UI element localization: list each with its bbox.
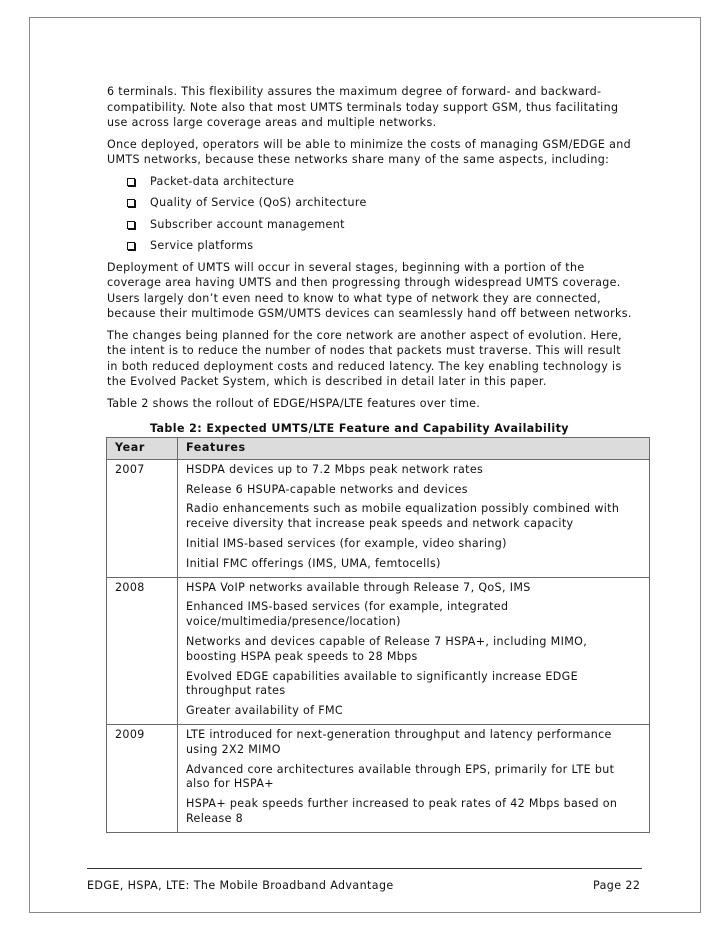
page-number: Page 22 xyxy=(593,879,641,892)
feature-item xyxy=(186,463,645,478)
text-line: Advanced core architectures available through EPS, primarily for LTE but xyxy=(186,762,615,776)
text-line: Release 8 xyxy=(186,811,244,825)
footer-title: EDGE, HSPA, LTE: The Mobile Broadband Advantage xyxy=(87,879,394,892)
text-line: Initial IMS-based services (for example, video sharing) xyxy=(186,536,507,550)
feature-item xyxy=(186,581,645,596)
text-line: Networks and devices capable of Release 7 HSPA+, including MIMO, xyxy=(186,634,588,648)
bullet-list xyxy=(107,174,652,254)
text-line: boosting HSPA peak speeds to 28 Mbps xyxy=(186,649,418,663)
feature-item xyxy=(186,483,645,498)
year-cell: 2009 xyxy=(107,724,178,832)
text-line: Release 6 HSUPA-capable networks and devices xyxy=(186,482,468,496)
text-line: receive diversity that increase peak speeds and network capacity xyxy=(186,517,574,531)
text-line: HSPA VoIP networks available through Release 7, QoS, IMS xyxy=(186,580,531,594)
text-line: because their multimode GSM/UMTS devices can seamlessly hand off between networks. xyxy=(107,307,632,320)
text-line: Once deployed, operators will be able to minimize the costs of managing GSM/EDGE and xyxy=(107,137,632,151)
table-row xyxy=(107,577,650,724)
paragraph-3 xyxy=(107,260,652,322)
table-header-row xyxy=(107,438,650,460)
feature-item xyxy=(186,502,645,532)
text-line: Users largely don’t even need to know to what type of network they are connected, xyxy=(107,291,601,305)
feature-item xyxy=(186,670,645,700)
feature-item xyxy=(186,797,645,827)
paragraph-2 xyxy=(107,137,652,168)
paragraph-1 xyxy=(107,84,652,131)
features-cell xyxy=(178,577,650,724)
feature-item xyxy=(186,600,645,630)
checkbox-bullet-icon xyxy=(127,221,135,229)
list-item xyxy=(107,195,652,211)
text-line: Enhanced IMS-based services (for example, integrated xyxy=(186,600,509,614)
text-line: the Evolved Packet System, which is described in detail later in this paper. xyxy=(107,375,547,388)
list-item xyxy=(107,238,652,254)
text-line: LTE introduced for next-generation throughput and latency performance xyxy=(186,727,612,741)
features-cell xyxy=(178,459,650,577)
text-line: using 2X2 MIMO xyxy=(186,742,281,756)
table-caption: Table 2: Expected UMTS/LTE Feature and Capability Availability xyxy=(150,422,569,435)
text-line: in both reduced deployment costs and reduced latency. The key enabling technology is xyxy=(107,359,622,373)
text-line: 6 terminals. This flexibility assures the maximum degree of forward- and backward- xyxy=(107,85,602,98)
text-line: UMTS networks, because these networks share many of the same aspects, including: xyxy=(107,153,610,166)
body-text xyxy=(107,84,652,443)
list-item xyxy=(107,174,652,190)
text-line: Radio enhancements such as mobile equalization possibly combined with xyxy=(186,502,620,516)
paragraph-5 xyxy=(107,396,652,412)
feature-item xyxy=(186,763,645,793)
text-line: coverage area having UMTS and then progressing through widespread UMTS coverage. xyxy=(107,276,621,289)
text-line: voice/multimedia/presence/location) xyxy=(186,615,401,629)
text-line: use across large coverage areas and multiple networks. xyxy=(107,116,437,129)
checkbox-bullet-icon xyxy=(127,242,135,250)
checkbox-bullet-icon xyxy=(127,199,135,207)
text-line: Greater availability of FMC xyxy=(186,704,344,718)
features-cell xyxy=(178,724,650,832)
list-item-label: Quality of Service (QoS) architecture xyxy=(150,196,367,209)
checkbox-bullet-icon xyxy=(127,178,135,186)
feature-item xyxy=(186,728,645,758)
footer-divider xyxy=(87,868,642,869)
table-row xyxy=(107,459,650,577)
text-line: HSDPA devices up to 7.2 Mbps peak network rates xyxy=(186,462,484,476)
feature-item xyxy=(186,537,645,552)
header-year: Year xyxy=(107,438,178,460)
text-line: HSPA+ peak speeds further increased to peak rates of 42 Mbps based on xyxy=(186,797,618,811)
year-cell: 2008 xyxy=(107,577,178,724)
text-line: the intent is to reduce the number of nodes that packets must traverse. This will result xyxy=(107,344,621,357)
list-item-label: Subscriber account management xyxy=(150,217,345,231)
feature-item xyxy=(186,635,645,665)
text-line: also for HSPA+ xyxy=(186,777,274,791)
list-item xyxy=(107,217,652,233)
text-line: Deployment of UMTS will occur in several stages, beginning with a portion of the xyxy=(107,260,585,274)
list-item-label: Packet-data architecture xyxy=(150,174,295,188)
feature-item xyxy=(186,557,645,572)
feature-table xyxy=(106,437,650,833)
header-features: Features xyxy=(178,438,650,460)
text-line: Table 2 shows the rollout of EDGE/HSPA/LTE features over time. xyxy=(107,396,481,410)
feature-item xyxy=(186,704,645,719)
text-line: The changes being planned for the core network are another aspect of evolution. Here, xyxy=(107,328,623,342)
year-cell: 2007 xyxy=(107,459,178,577)
table-row xyxy=(107,724,650,832)
paragraph-4 xyxy=(107,328,652,390)
text-line: Initial FMC offerings (IMS, UMA, femtocells) xyxy=(186,556,441,570)
list-item-label: Service platforms xyxy=(150,239,254,252)
text-line: compatibility. Note also that most UMTS terminals today support GSM, thus facilitating xyxy=(107,100,619,114)
text-line: throughput rates xyxy=(186,684,286,698)
text-line: Evolved EDGE capabilities available to significantly increase EDGE xyxy=(186,669,578,683)
